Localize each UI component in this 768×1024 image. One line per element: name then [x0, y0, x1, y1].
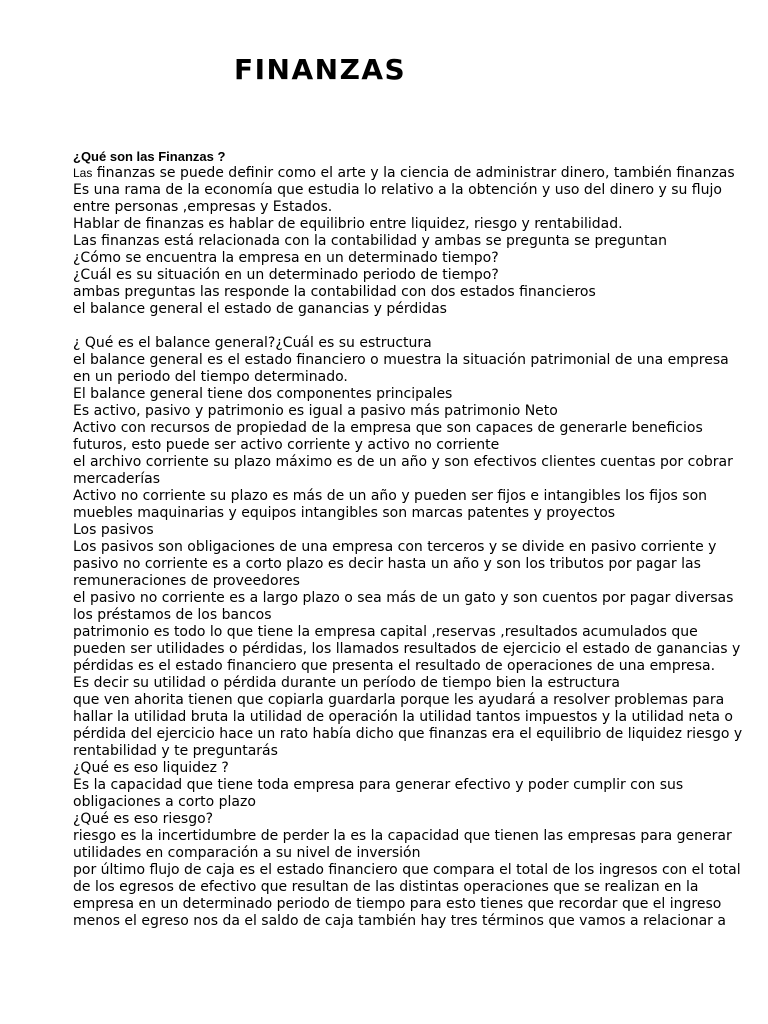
text-line: de los egresos de efectivo que resultan de las distintas operaciones que se realizan en la [73, 879, 699, 895]
text-line: ¿ Qué es el balance general?¿Cuál es su estructura [73, 335, 432, 351]
text-line: obligaciones a corto plazo [73, 794, 256, 810]
text-line: el balance general el estado de ganancias y pérdidas [73, 301, 447, 317]
text-line: el archivo corriente su plazo máximo es de un año y son efectivos clientes cuentas por cobrar [73, 454, 733, 470]
text-line: Los pasivos [73, 522, 154, 538]
text-line: ¿Cuál es su situación en un determinado periodo de tiempo? [73, 267, 499, 283]
text-line: patrimonio es todo lo que tiene la empresa capital ,reservas ,resultados acumulados que [73, 624, 698, 640]
text-line: hallar la utilidad bruta la utilidad de operación la utilidad tantos impuestos y la utilidad neta o [73, 709, 733, 725]
text-line: menos el egreso nos da el saldo de caja también hay tres términos que vamos a relacionar a [73, 913, 726, 929]
text-line: futuros, esto puede ser activo corriente y activo no corriente [73, 437, 500, 453]
text-line: pasivo no corriente es a corto plazo es decir hasta un año y son los tributos por pagar las [73, 556, 701, 572]
text-line: mercaderías [73, 471, 160, 487]
text-line: Activo no corriente su plazo es más de un año y pueden ser fijos e intangibles los fijos son [73, 488, 708, 504]
text-line: El balance general tiene dos componentes principales [73, 386, 453, 402]
text-line: Los pasivos son obligaciones de una empresa con terceros y se divide en pasivo corriente y [73, 539, 717, 555]
text-line: Activo con recursos de propiedad de la empresa que son capaces de generarle beneficios [73, 420, 703, 436]
text-line: por último flujo de caja es el estado financiero que compara el total de los ingresos con el total [73, 862, 741, 878]
first-line-lead: Las [73, 166, 93, 180]
text-line: empresa en un determinado periodo de tiempo para esto tienes que recordar que el ingreso [73, 896, 722, 912]
text-line: ¿Cómo se encuentra la empresa en un determinado tiempo? [73, 250, 499, 266]
text-line: muebles maquinarias y equipos intangibles son marcas patentes y proyectos [73, 505, 616, 521]
text-line: ¿Qué es eso riesgo? [73, 811, 214, 827]
text-line: el balance general es el estado financiero o muestra la situación patrimonial de una empresa [73, 352, 729, 368]
text-line-first [73, 165, 743, 182]
text-line: los préstamos de los bancos [73, 607, 272, 623]
text-line: en un periodo del tiempo determinado. [73, 369, 348, 385]
blank-line [73, 318, 743, 335]
document-title: FINANZAS [234, 53, 407, 86]
text-line: utilidades en comparación a su nivel de inversión [73, 845, 421, 861]
text-line: pueden ser utilidades o pérdidas, los llamados resultados de ejercicio el estado de ganancias y [73, 641, 741, 657]
first-line-rest: finanzas se puede definir como el arte y la ciencia de administrar dinero, también finanzas [92, 165, 735, 181]
text-line: Es la capacidad que tiene toda empresa para generar efectivo y poder cumplir con sus [73, 777, 684, 793]
text-line: pérdidas es el estado financiero que presenta el resultado de operaciones de una empresa. [73, 658, 716, 674]
text-line: riesgo es la incertidumbre de perder la es la capacidad que tienen las empresas para generar [73, 828, 732, 844]
text-line: Es una rama de la economía que estudia lo relativo a la obtención y uso del dinero y su flujo [73, 182, 722, 198]
text-line: remuneraciones de proveedores [73, 573, 300, 589]
text-line: pérdida del ejercicio hace un rato había dicho que finanzas era el equilibrio de liquidez riesgo y [73, 726, 743, 742]
text-line: rentabilidad y te preguntarás [73, 743, 278, 759]
text-line: Hablar de finanzas es hablar de equilibrio entre liquidez, riesgo y rentabilidad. [73, 216, 623, 232]
section-heading: ¿Qué son las Finanzas ? [73, 149, 226, 164]
text-line: Las finanzas está relacionada con la contabilidad y ambas se pregunta se preguntan [73, 233, 667, 249]
text-line: entre personas ,empresas y Estados. [73, 199, 333, 215]
text-line: que ven ahorita tienen que copiarla guardarla porque les ayudará a resolver problemas para [73, 692, 725, 708]
text-line: Es activo, pasivo y patrimonio es igual a pasivo más patrimonio Neto [73, 403, 558, 419]
text-line: el pasivo no corriente es a largo plazo o sea más de un gato y son cuentos por pagar diversas [73, 590, 734, 606]
text-line: ambas preguntas las responde la contabilidad con dos estados financieros [73, 284, 596, 300]
document-body [73, 148, 743, 930]
text-line: ¿Qué es eso liquidez ? [73, 760, 229, 776]
text-line: Es decir su utilidad o pérdida durante un período de tiempo bien la estructura [73, 675, 620, 691]
